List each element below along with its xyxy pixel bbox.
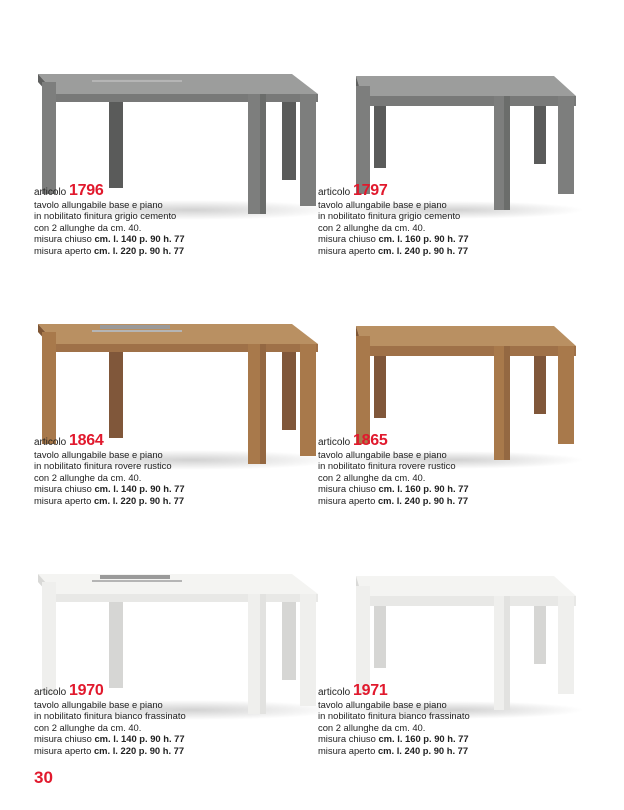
closed-size: misura chiuso cm. l. 160 p. 90 h. 77 — [318, 483, 469, 495]
description-line: con 2 allunghe da cm. 40. — [34, 721, 142, 733]
description-line: in nobilitato finitura grigio cemento — [34, 210, 177, 222]
product-caption — [318, 684, 470, 756]
closed-size: misura chiuso cm. l. 140 p. 90 h. 77 — [34, 233, 185, 245]
product-1971 — [304, 560, 604, 810]
article-label: articolo — [34, 437, 67, 448]
closed-size: misura chiuso cm. l. 140 p. 90 h. 77 — [34, 733, 185, 745]
open-size: misura aperto cm. l. 220 p. 90 h. 77 — [34, 494, 185, 506]
product-caption — [34, 184, 185, 256]
article-code: 1865 — [353, 432, 388, 449]
product-1970 — [20, 560, 320, 810]
open-size: misura aperto cm. l. 220 p. 90 h. 77 — [34, 244, 185, 256]
description-line: con 2 allunghe da cm. 40. — [34, 471, 142, 483]
description-line: con 2 allunghe da cm. 40. — [318, 221, 426, 233]
product-1865 — [304, 310, 604, 560]
article-label: articolo — [34, 687, 67, 698]
product-1797 — [304, 60, 604, 310]
open-size: misura aperto cm. l. 220 p. 90 h. 77 — [34, 744, 185, 756]
article-label: articolo — [318, 187, 351, 198]
product-caption — [34, 684, 186, 756]
description-line: con 2 allunghe da cm. 40. — [34, 221, 142, 233]
description-line: tavolo allungabile base e piano — [34, 199, 163, 210]
article-code: 1864 — [69, 432, 104, 449]
description-line: in nobilitato finitura rovere rustico — [318, 460, 456, 472]
open-size: misura aperto cm. l. 240 p. 90 h. 77 — [318, 744, 469, 756]
closed-size: misura chiuso cm. l. 140 p. 90 h. 77 — [34, 483, 185, 495]
open-size: misura aperto cm. l. 240 p. 90 h. 77 — [318, 244, 469, 256]
article-code: 1796 — [69, 182, 104, 199]
product-caption — [318, 434, 469, 506]
article-label: articolo — [318, 687, 351, 698]
product-1864 — [20, 310, 320, 560]
closed-size: misura chiuso cm. l. 160 p. 90 h. 77 — [318, 733, 469, 745]
description-line: tavolo allungabile base e piano — [318, 449, 447, 460]
description-line: tavolo allungabile base e piano — [318, 199, 447, 210]
article-code: 1970 — [69, 682, 104, 699]
description-line: in nobilitato finitura rovere rustico — [34, 460, 172, 472]
product-1796 — [20, 60, 320, 310]
page-number: 30 — [34, 768, 53, 787]
description-line: tavolo allungabile base e piano — [34, 699, 163, 710]
description-line: in nobilitato finitura bianco frassinato — [34, 710, 186, 722]
closed-size: misura chiuso cm. l. 160 p. 90 h. 77 — [318, 233, 469, 245]
description-line: in nobilitato finitura grigio cemento — [318, 210, 461, 222]
product-caption — [34, 434, 185, 506]
product-caption — [318, 184, 469, 256]
description-line: con 2 allunghe da cm. 40. — [318, 721, 426, 733]
description-line: tavolo allungabile base e piano — [34, 449, 163, 460]
open-size: misura aperto cm. l. 240 p. 90 h. 77 — [318, 494, 469, 506]
article-code: 1797 — [353, 182, 388, 199]
description-line: in nobilitato finitura bianco frassinato — [318, 710, 470, 722]
description-line: tavolo allungabile base e piano — [318, 699, 447, 710]
article-code: 1971 — [353, 682, 388, 699]
article-label: articolo — [318, 437, 351, 448]
description-line: con 2 allunghe da cm. 40. — [318, 471, 426, 483]
article-label: articolo — [34, 187, 67, 198]
